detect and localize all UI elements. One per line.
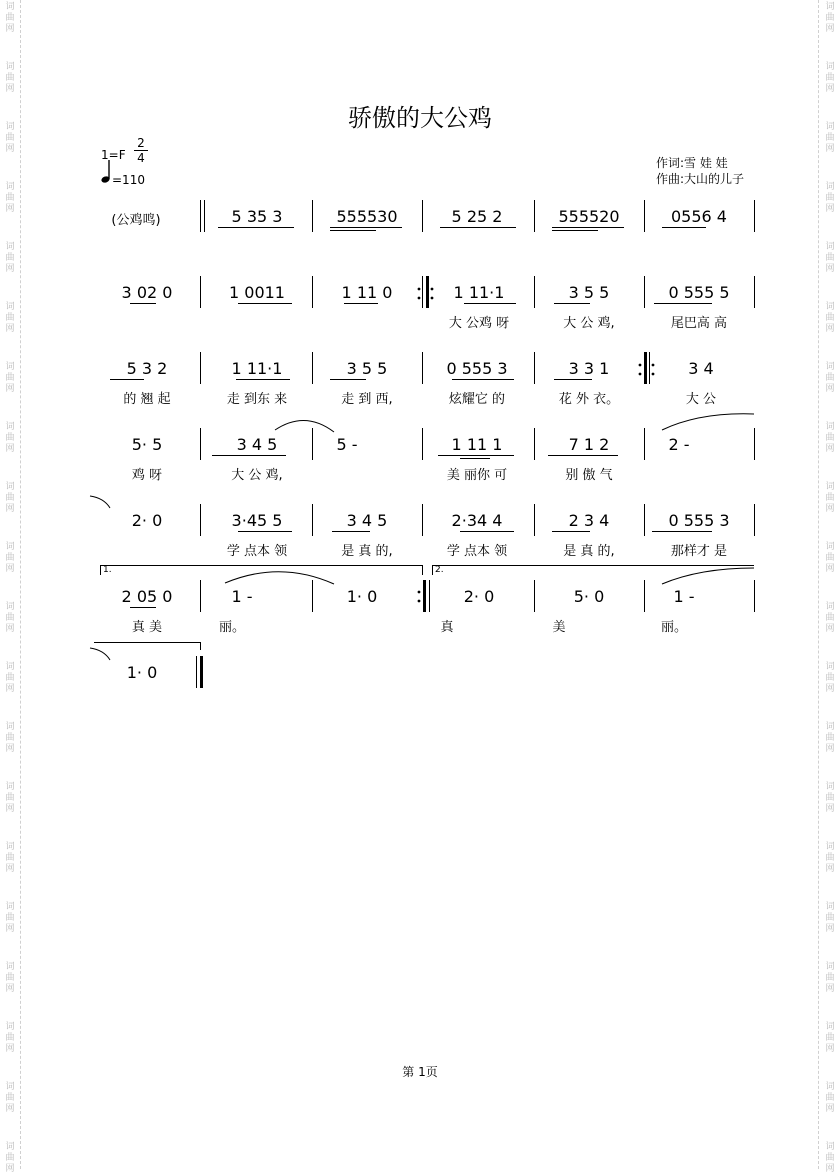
watermark-glyph: 曲 bbox=[825, 1033, 835, 1043]
watermark-glyph: 曲 bbox=[825, 13, 835, 23]
measure: 3 4 5 bbox=[346, 511, 388, 530]
slur bbox=[275, 420, 334, 432]
watermark-glyph: 曲 bbox=[5, 613, 15, 623]
watermark-glyph: 网 bbox=[5, 504, 15, 514]
measure: 2 - bbox=[668, 435, 690, 454]
watermark-glyph: 词 bbox=[825, 1022, 835, 1032]
watermark-glyph: 词 bbox=[825, 962, 835, 972]
watermark-glyph: 词 bbox=[5, 1082, 15, 1092]
watermark-glyph: 曲 bbox=[5, 253, 15, 263]
measure: 5· 0 bbox=[573, 587, 605, 606]
watermark-glyph: 网 bbox=[825, 444, 835, 454]
watermark-glyph: 词 bbox=[5, 962, 15, 972]
measure: 3 02 0 bbox=[121, 283, 173, 302]
lyric: 是 真 的, bbox=[563, 544, 615, 559]
lyric: 大 公 bbox=[685, 392, 717, 407]
watermark-glyph: 网 bbox=[825, 24, 835, 34]
watermark-glyph: 词 bbox=[5, 902, 15, 912]
song-title: 骄傲的大公鸡 bbox=[348, 104, 492, 132]
measure: 2· 0 bbox=[463, 587, 495, 606]
watermark-glyph: 曲 bbox=[5, 853, 15, 863]
watermark-glyph: 词 bbox=[5, 1022, 15, 1032]
watermark-glyph: 网 bbox=[5, 804, 15, 814]
watermark-glyph: 词 bbox=[825, 782, 835, 792]
watermark-glyph: 词 bbox=[825, 902, 835, 912]
tempo-marking: =110 bbox=[112, 173, 145, 187]
watermark-glyph: 词 bbox=[825, 302, 835, 312]
watermark-glyph: 网 bbox=[5, 564, 15, 574]
repeat-dot bbox=[431, 297, 434, 300]
watermark-glyph: 词 bbox=[825, 602, 835, 612]
watermark-glyph: 词 bbox=[825, 2, 835, 12]
measure: 5 - bbox=[336, 435, 358, 454]
repeat-dot bbox=[652, 373, 655, 376]
watermark-glyph: 网 bbox=[825, 744, 835, 754]
measure: 1· 0 bbox=[126, 663, 158, 682]
watermark-glyph: 曲 bbox=[5, 433, 15, 443]
watermark-glyph: 词 bbox=[5, 182, 15, 192]
watermark-glyph: 词 bbox=[825, 722, 835, 732]
measure: 0 555 3 bbox=[668, 511, 730, 530]
intro-label: (公鸡鸣) bbox=[111, 213, 161, 228]
measure: 1 11 0 bbox=[341, 283, 393, 302]
measure: 5 3 2 bbox=[126, 359, 168, 378]
lyric: 别 傲 气 bbox=[565, 468, 613, 483]
lyricist-credit: 作词:雪 娃 娃 bbox=[656, 156, 728, 170]
watermark-glyph: 网 bbox=[825, 864, 835, 874]
watermark-glyph: 词 bbox=[5, 482, 15, 492]
watermark-glyph: 网 bbox=[825, 324, 835, 334]
measure: 3 4 5 bbox=[236, 435, 278, 454]
watermark-glyph: 网 bbox=[5, 204, 15, 214]
watermark-glyph: 网 bbox=[5, 324, 15, 334]
composer-credit: 作曲:大山的儿子 bbox=[656, 172, 745, 186]
measure: 5 25 2 bbox=[451, 207, 503, 226]
watermark-glyph: 曲 bbox=[825, 853, 835, 863]
measure: 7 1 2 bbox=[568, 435, 610, 454]
watermark-glyph: 曲 bbox=[825, 613, 835, 623]
watermark-glyph: 曲 bbox=[5, 973, 15, 983]
watermark-glyph: 曲 bbox=[5, 733, 15, 743]
watermark-glyph: 网 bbox=[5, 624, 15, 634]
watermark-glyph: 词 bbox=[5, 362, 15, 372]
watermark-glyph: 网 bbox=[825, 1164, 835, 1174]
watermark-glyph: 词 bbox=[5, 842, 15, 852]
watermark-glyph: 词 bbox=[5, 662, 15, 672]
lyric: 那样才 是 bbox=[670, 544, 728, 559]
lyric: 丽。 bbox=[218, 620, 245, 635]
watermark-glyph: 词 bbox=[5, 782, 15, 792]
measure: 1 11 1 bbox=[451, 435, 503, 454]
watermark-glyph: 曲 bbox=[5, 313, 15, 323]
watermark-glyph: 曲 bbox=[5, 493, 15, 503]
measure: 2·34 4 bbox=[451, 511, 503, 530]
measure: 3 3 1 bbox=[568, 359, 610, 378]
watermark-glyph: 词 bbox=[5, 62, 15, 72]
watermark-glyph: 网 bbox=[825, 84, 835, 94]
lyric: 的 翘 起 bbox=[123, 392, 171, 407]
watermark-glyph: 曲 bbox=[825, 133, 835, 143]
watermark-glyph: 曲 bbox=[5, 193, 15, 203]
lyric: 丽。 bbox=[660, 620, 687, 635]
watermark-glyph: 曲 bbox=[825, 373, 835, 383]
lyric: 走 到 西, bbox=[341, 392, 393, 407]
watermark-glyph: 词 bbox=[825, 362, 835, 372]
watermark-glyph: 网 bbox=[5, 684, 15, 694]
watermark-glyph: 网 bbox=[5, 984, 15, 994]
lyric: 花 外 衣。 bbox=[558, 392, 620, 407]
watermark-glyph: 曲 bbox=[5, 793, 15, 803]
watermark-glyph: 词 bbox=[825, 1142, 835, 1152]
watermark-glyph: 曲 bbox=[5, 373, 15, 383]
lyric: 美 丽你 可 bbox=[446, 468, 508, 483]
lyric: 是 真 的, bbox=[341, 544, 393, 559]
measure: 1 0011 bbox=[229, 283, 285, 302]
watermark-glyph: 曲 bbox=[825, 73, 835, 83]
watermark-glyph: 网 bbox=[5, 864, 15, 874]
watermark-glyph: 曲 bbox=[5, 1153, 15, 1163]
slur bbox=[225, 572, 334, 584]
watermark-glyph: 网 bbox=[5, 84, 15, 94]
watermark-glyph: 词 bbox=[825, 482, 835, 492]
lyric: 炫耀它 的 bbox=[448, 392, 506, 407]
measure: 0556 4 bbox=[671, 207, 727, 226]
watermark-glyph: 曲 bbox=[5, 73, 15, 83]
slur bbox=[90, 496, 110, 508]
watermark-glyph: 曲 bbox=[5, 13, 15, 23]
watermark-glyph: 网 bbox=[5, 1044, 15, 1054]
watermark-glyph: 词 bbox=[825, 242, 835, 252]
watermark-glyph: 曲 bbox=[5, 553, 15, 563]
watermark-glyph: 网 bbox=[825, 924, 835, 934]
measure: 5 35 3 bbox=[231, 207, 283, 226]
watermark-glyph: 曲 bbox=[825, 673, 835, 683]
watermark-glyph: 网 bbox=[825, 564, 835, 574]
watermark-glyph: 词 bbox=[5, 242, 15, 252]
watermark-glyph: 曲 bbox=[825, 253, 835, 263]
watermark-glyph: 词 bbox=[5, 602, 15, 612]
measure: 3 5 5 bbox=[346, 359, 388, 378]
watermark-glyph: 网 bbox=[5, 444, 15, 454]
watermark-glyph: 词 bbox=[5, 722, 15, 732]
page-number: 第 1页 bbox=[402, 1065, 438, 1079]
watermark-glyph: 网 bbox=[825, 684, 835, 694]
watermark-glyph: 词 bbox=[825, 422, 835, 432]
lyric: 大 公 鸡, bbox=[231, 468, 283, 483]
watermark-glyph: 词 bbox=[825, 662, 835, 672]
lyric: 大 公鸡 呀 bbox=[448, 316, 510, 331]
watermark-glyph: 网 bbox=[5, 384, 15, 394]
watermark-glyph: 词 bbox=[5, 542, 15, 552]
slur bbox=[662, 414, 754, 430]
watermark-glyph: 网 bbox=[825, 504, 835, 514]
measure: 2 3 4 bbox=[568, 511, 610, 530]
measure: 0 555 5 bbox=[668, 283, 730, 302]
watermark-glyph: 曲 bbox=[825, 733, 835, 743]
lyric: 学 点本 领 bbox=[446, 544, 508, 559]
watermark-glyph: 曲 bbox=[5, 1033, 15, 1043]
time-denominator: 4 bbox=[134, 150, 148, 165]
watermark-glyph: 网 bbox=[5, 1104, 15, 1114]
watermark-glyph: 曲 bbox=[5, 673, 15, 683]
watermark-glyph: 词 bbox=[5, 302, 15, 312]
watermark-glyph: 网 bbox=[825, 1044, 835, 1054]
watermark-glyph: 词 bbox=[825, 1082, 835, 1092]
measure: 1 11·1 bbox=[231, 359, 283, 378]
watermark-glyph: 网 bbox=[5, 924, 15, 934]
repeat-dot bbox=[418, 288, 421, 291]
lyric: 真 美 bbox=[131, 620, 163, 635]
watermark-glyph: 网 bbox=[825, 984, 835, 994]
watermark-glyph: 网 bbox=[825, 264, 835, 274]
volta-label: 2. bbox=[435, 565, 444, 575]
repeat-dot bbox=[652, 364, 655, 367]
lyric: 走 到东 来 bbox=[226, 392, 288, 407]
watermark-glyph: 网 bbox=[825, 384, 835, 394]
measure: 3·45 5 bbox=[231, 511, 283, 530]
watermark-glyph: 词 bbox=[825, 842, 835, 852]
watermark-glyph: 曲 bbox=[825, 913, 835, 923]
repeat-dot bbox=[418, 600, 421, 603]
watermark-glyph: 词 bbox=[825, 62, 835, 72]
watermark-glyph: 曲 bbox=[5, 913, 15, 923]
watermark-glyph: 网 bbox=[825, 144, 835, 154]
repeat-dot bbox=[418, 591, 421, 594]
measure: 5· 5 bbox=[131, 435, 163, 454]
watermark-glyph: 曲 bbox=[825, 313, 835, 323]
measure: 3 5 5 bbox=[568, 283, 610, 302]
lyric: 鸡 呀 bbox=[131, 468, 163, 483]
watermark-glyph: 曲 bbox=[5, 133, 15, 143]
lyric: 真 bbox=[440, 620, 454, 635]
repeat-dot bbox=[639, 364, 642, 367]
watermark-glyph: 曲 bbox=[825, 553, 835, 563]
measure: 555530 bbox=[336, 207, 398, 226]
watermark-glyph: 曲 bbox=[825, 193, 835, 203]
lyric: 大 公 鸡, bbox=[563, 316, 615, 331]
repeat-dot bbox=[418, 297, 421, 300]
watermark-glyph: 词 bbox=[825, 122, 835, 132]
watermark-glyph: 网 bbox=[5, 144, 15, 154]
watermark-glyph: 网 bbox=[5, 264, 15, 274]
watermark-glyph: 词 bbox=[5, 422, 15, 432]
watermark-glyph: 词 bbox=[825, 182, 835, 192]
measure: 1· 0 bbox=[346, 587, 378, 606]
measure: 3 4 bbox=[688, 359, 714, 378]
measure: 0 555 3 bbox=[446, 359, 508, 378]
slur bbox=[90, 648, 110, 660]
measure: 1 - bbox=[231, 587, 253, 606]
watermark-glyph: 曲 bbox=[825, 793, 835, 803]
lyric: 学 点本 领 bbox=[226, 544, 288, 559]
watermark-glyph: 网 bbox=[5, 1164, 15, 1174]
measure: 2 05 0 bbox=[121, 587, 173, 606]
watermark-glyph: 词 bbox=[825, 542, 835, 552]
lyric: 尾巴高 高 bbox=[670, 316, 728, 331]
key-signature: 1=F bbox=[101, 148, 126, 162]
watermark-glyph: 曲 bbox=[5, 1093, 15, 1103]
measure: 1 11·1 bbox=[453, 283, 505, 302]
volta-label: 1. bbox=[103, 565, 112, 575]
watermark-glyph: 网 bbox=[825, 624, 835, 634]
watermark-glyph: 曲 bbox=[825, 1153, 835, 1163]
repeat-dot bbox=[431, 288, 434, 291]
watermark-glyph: 网 bbox=[825, 804, 835, 814]
watermark-glyph: 词 bbox=[5, 2, 15, 12]
watermark-glyph: 网 bbox=[825, 1104, 835, 1114]
watermark-glyph: 词 bbox=[5, 1142, 15, 1152]
watermark-glyph: 曲 bbox=[825, 433, 835, 443]
measure: 555520 bbox=[558, 207, 620, 226]
watermark-glyph: 网 bbox=[5, 744, 15, 754]
lyric: 美 bbox=[552, 620, 566, 635]
watermark-glyph: 曲 bbox=[825, 1093, 835, 1103]
time-numerator: 2 bbox=[137, 136, 145, 150]
watermark-glyph: 词 bbox=[5, 122, 15, 132]
measure: 1 - bbox=[673, 587, 695, 606]
watermark-glyph: 曲 bbox=[825, 493, 835, 503]
measure: 2· 0 bbox=[131, 511, 163, 530]
repeat-dot bbox=[639, 373, 642, 376]
slur bbox=[662, 568, 754, 584]
watermark-glyph: 曲 bbox=[825, 973, 835, 983]
watermark-glyph: 网 bbox=[5, 24, 15, 34]
watermark-glyph: 网 bbox=[825, 204, 835, 214]
